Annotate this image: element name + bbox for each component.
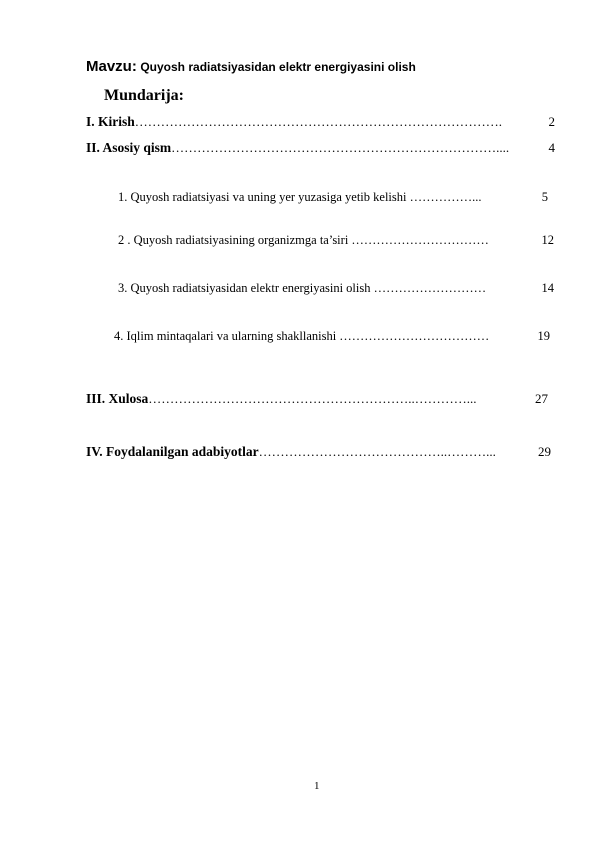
toc-entry-label: II. Asosiy qism (86, 140, 172, 155)
toc-page-number: 12 (541, 233, 554, 247)
toc-leader-dots: ……………………………………..………... (258, 444, 496, 459)
toc-page-number: 5 (541, 190, 548, 204)
toc-subentry-4[interactable] (114, 329, 550, 344)
toc-entry-label: III. Xulosa (86, 391, 149, 406)
page-number: 1 (314, 780, 320, 792)
topic-line (86, 58, 416, 76)
toc-entry-label: IV. Foydalanilgan adabiyotlar (86, 444, 259, 459)
toc-entry-references[interactable] (86, 444, 551, 460)
toc-entry-conclusion[interactable] (86, 391, 548, 407)
topic-label: Mavzu: (86, 58, 137, 75)
toc-entry-label: 1. Quyosh radiatsiyasi va uning yer yuzasiga yetib kelishi ……………... (118, 190, 482, 204)
topic-title: Quyosh radiatsiyasidan elektr energiyasini olish (140, 60, 416, 74)
toc-entry-introduction[interactable] (86, 114, 555, 130)
toc-entry-main-part[interactable] (86, 140, 555, 156)
toc-entry-label: 3. Quyosh radiatsiyasidan elektr energiyasini olish ……………………… (118, 281, 487, 295)
toc-entry-label: I. Kirish (86, 114, 135, 129)
toc-page-number: 2 (548, 114, 555, 129)
toc-page-number: 19 (537, 329, 550, 343)
contents-heading: Mundarija: (104, 87, 184, 104)
toc-page-number: 29 (538, 444, 551, 459)
toc-leader-dots: ………………………………………………………………….... (171, 140, 510, 155)
toc-subentry-2[interactable] (118, 233, 554, 248)
toc-leader-dots: …………………………………………………………………………. (134, 114, 503, 129)
toc-leader-dots: ……………………………………………………..…………... (148, 391, 477, 406)
toc-entry-label: 4. Iqlim mintaqalari va ularning shakllanishi ……………………………… (114, 329, 490, 343)
toc-subentry-1[interactable] (118, 190, 548, 205)
toc-entry-label: 2 . Quyosh radiatsiyasining organizmga ta’siri …………………………… (118, 233, 489, 247)
toc-page-number: 27 (535, 391, 548, 406)
toc-page-number: 14 (541, 281, 554, 295)
toc-subentry-3[interactable] (118, 281, 554, 296)
toc-page-number: 4 (548, 140, 555, 155)
